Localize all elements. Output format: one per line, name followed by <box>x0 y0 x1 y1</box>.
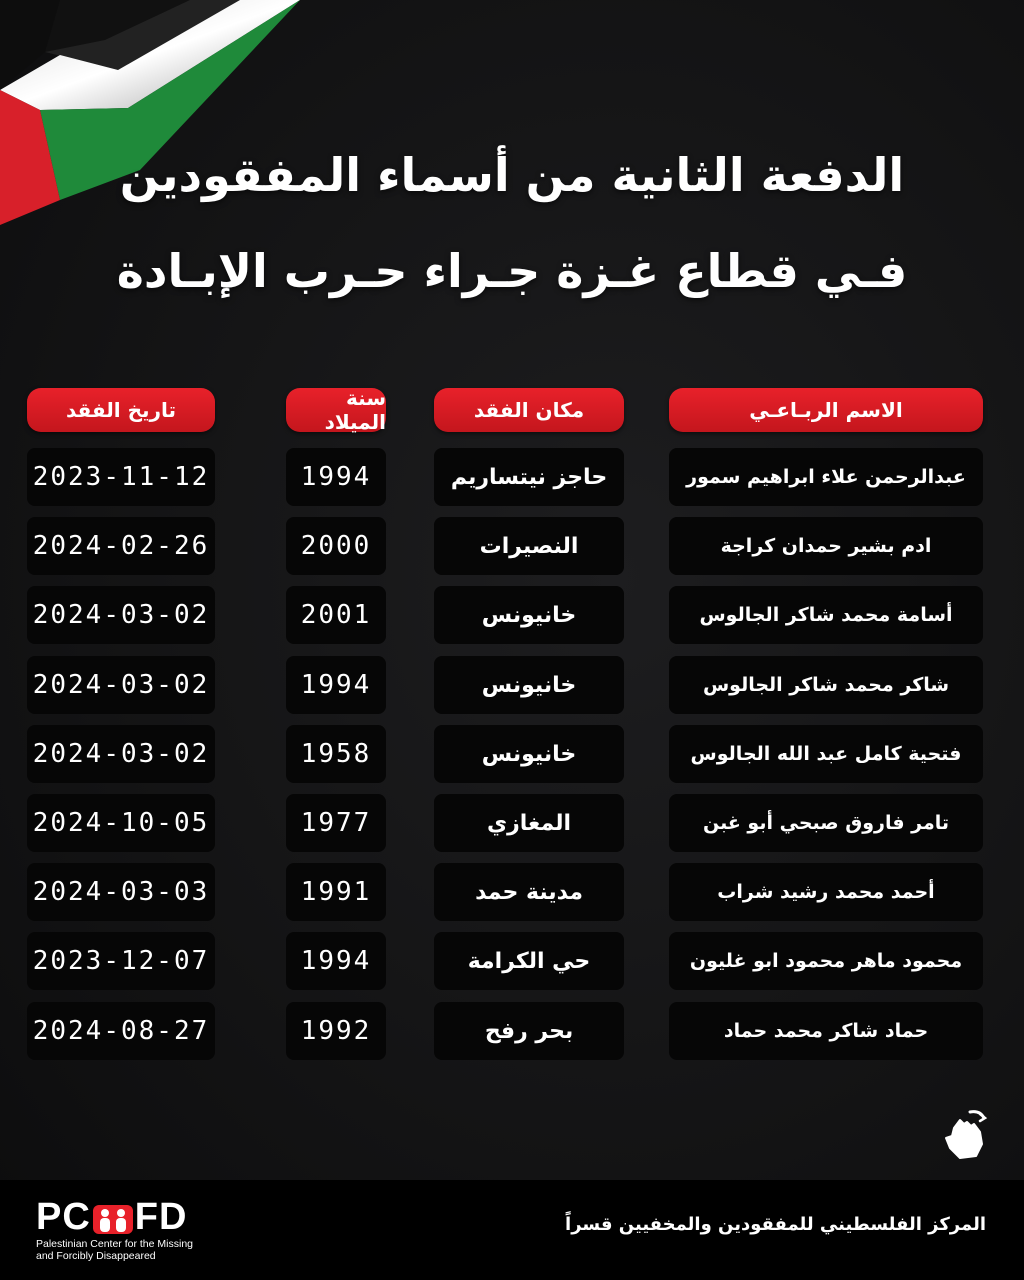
cell-birth-year: 1994 <box>286 932 386 990</box>
cell-birth-year: 1992 <box>286 1002 386 1060</box>
cell-loss-place: خانيونس <box>434 586 624 644</box>
cell-birth-year: 1994 <box>286 656 386 714</box>
cell-loss-date: 2024-03-02 <box>27 656 215 714</box>
cell-full-name: حماد شاكر محمد حماد <box>669 1002 983 1060</box>
cell-full-name: أسامة محمد شاكر الجالوس <box>669 586 983 644</box>
logo-text-right: FD <box>134 1196 188 1238</box>
page-title-line-2: فـي قطاع غـزة جـراء حـرب الإبـادة <box>116 244 908 298</box>
cell-birth-year: 1958 <box>286 725 386 783</box>
cell-birth-year: 2001 <box>286 586 386 644</box>
cell-loss-date: 2023-11-12 <box>27 448 215 506</box>
cell-loss-place: خانيونس <box>434 656 624 714</box>
cell-full-name: محمود ماهر محمود ابو غليون <box>669 932 983 990</box>
cell-birth-year: 1977 <box>286 794 386 852</box>
logo-text-left: PC <box>36 1196 91 1238</box>
cell-loss-place: النصيرات <box>434 517 624 575</box>
cell-loss-place: بحر رفح <box>434 1002 624 1060</box>
cell-full-name: شاكر محمد شاكر الجالوس <box>669 656 983 714</box>
cell-loss-date: 2024-03-03 <box>27 863 215 921</box>
header-loss-date: تاريخ الفقد <box>27 388 215 432</box>
cell-loss-place: خانيونس <box>434 725 624 783</box>
palestinian-flag-icon <box>0 0 300 240</box>
pcmfd-logo <box>36 1196 187 1239</box>
organization-name: المركز الفلسطيني للمفقودين والمخفيين قسراً <box>565 1214 986 1235</box>
cell-loss-place: حاجز نيتساريم <box>434 448 624 506</box>
header-full-name: الاسم الربـاعـي <box>669 388 983 432</box>
cell-loss-date: 2024-03-02 <box>27 586 215 644</box>
header-loss-place: مكان الفقد <box>434 388 624 432</box>
cell-birth-year: 1991 <box>286 863 386 921</box>
cell-birth-year: 2000 <box>286 517 386 575</box>
cell-loss-date: 2024-08-27 <box>27 1002 215 1060</box>
cell-loss-place: مدينة حمد <box>434 863 624 921</box>
cell-full-name: ادم بشير حمدان كراجة <box>669 517 983 575</box>
cell-loss-place: حي الكرامة <box>434 932 624 990</box>
header-birth-year: سنة الميلاد <box>286 388 386 432</box>
cell-full-name: تامر فاروق صبحي أبو غبن <box>669 794 983 852</box>
logo-subtitle-line-1: Palestinian Center for the Missing <box>36 1238 193 1250</box>
cell-loss-date: 2024-03-02 <box>27 725 215 783</box>
cell-full-name: عبدالرحمن علاء ابراهيم سمور <box>669 448 983 506</box>
cell-loss-date: 2024-10-05 <box>27 794 215 852</box>
cell-loss-date: 2023-12-07 <box>27 932 215 990</box>
tap-hand-icon <box>940 1108 990 1162</box>
cell-full-name: فتحية كامل عبد الله الجالوس <box>669 725 983 783</box>
cell-full-name: أحمد محمد رشيد شراب <box>669 863 983 921</box>
logo-subtitle <box>36 1238 236 1262</box>
page-title-line-1: الدفعة الثانية من أسماء المفقودين <box>119 148 905 202</box>
cell-birth-year: 1994 <box>286 448 386 506</box>
cell-loss-place: المغازي <box>434 794 624 852</box>
cell-loss-date: 2024-02-26 <box>27 517 215 575</box>
logo-people-icon <box>92 1201 134 1235</box>
logo-subtitle-line-2: and Forcibly Disappeared <box>36 1250 156 1262</box>
